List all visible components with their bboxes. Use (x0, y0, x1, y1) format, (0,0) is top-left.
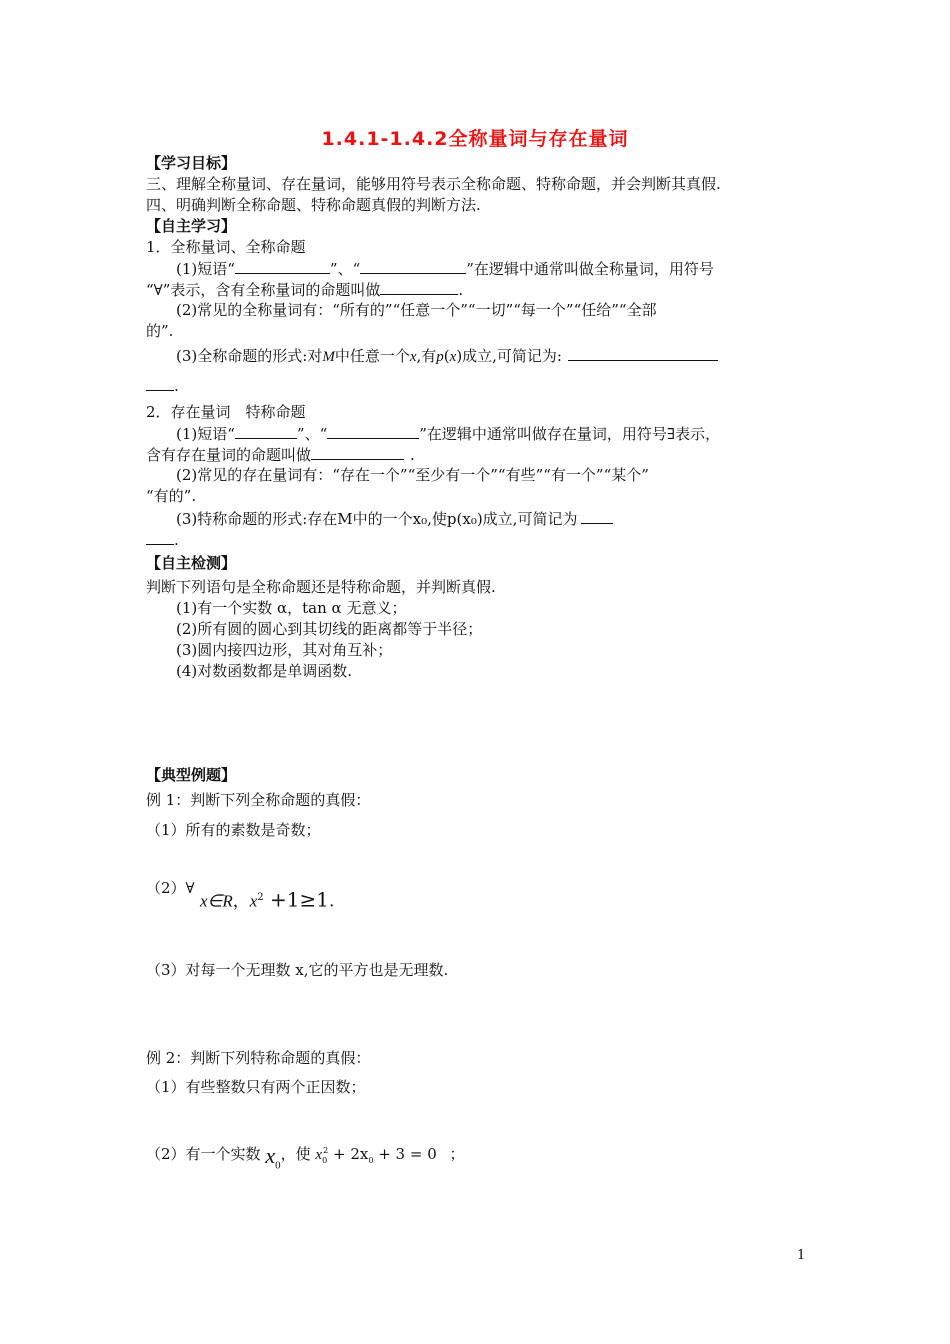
list-item: (3)圆内接四边形，其对角互补； (176, 641, 393, 659)
example-1-item-1: （1）所有的素数是奇数； (146, 821, 321, 839)
s2-paragraph-1-cont (146, 444, 415, 465)
fill-blank[interactable] (568, 345, 718, 361)
s2-paragraph-2: (2)常见的存在量词有：“存在一个”“至少有一个”“有些”“有一个”“某个” (176, 466, 649, 484)
self-check-intro: 判断下列语句是全称命题还是特称命题，并判断真假. (146, 578, 496, 596)
math-symbol: p (436, 349, 444, 365)
math-symbol: x (449, 349, 457, 365)
example-2-intro: 例 2：判断下列特称命题的真假： (146, 1049, 371, 1067)
math-text: x (249, 891, 258, 911)
fill-blank[interactable] (380, 279, 458, 295)
goal-item-1: 三、理解全称量词、存在量词，能够用符号表示全称命题、特称命题，并会判断其真假. (146, 175, 721, 193)
math-symbol: x (409, 349, 417, 365)
s1-paragraph-3 (176, 345, 718, 367)
list-item: (1)有一个实数 α，tan α 无意义； (176, 599, 407, 617)
fill-blank[interactable] (146, 375, 174, 391)
math-sub: 0 (368, 1156, 374, 1165)
fill-blank[interactable] (327, 423, 419, 439)
example-1-item-2-label: （2）∀ (146, 879, 195, 897)
text: )成立,可简记为: (456, 347, 562, 365)
list-item: (2)所有圆的圆心到其切线的距离都等于半径； (176, 620, 483, 638)
page-number: 1 (797, 1248, 806, 1263)
fill-blank[interactable] (360, 258, 466, 274)
text: (1)短语“ (176, 260, 235, 278)
math-sub: 0 (275, 1159, 281, 1172)
text: ，使 (280, 1145, 311, 1163)
s2-paragraph-1 (176, 423, 720, 444)
text: ( (443, 347, 450, 365)
math-text: + 2x (328, 1145, 369, 1163)
example-1-intro: 例 1：判断下列全称命题的真假： (146, 791, 371, 809)
page-title: 1.4.1-1.4.2全称量词与存在量词 (321, 128, 629, 150)
fill-blank[interactable] (235, 258, 330, 274)
example-1-item-2-formula (200, 888, 334, 912)
text: . (458, 281, 464, 299)
s1-paragraph-3-cont (146, 375, 179, 396)
text: ,有 (416, 347, 437, 365)
section-1-title: 1．全称量词、全称命题 (146, 238, 306, 256)
text: ； (449, 1145, 465, 1163)
s1-paragraph-2: (2)常见的全称量词有：“所有的”“任意一个”“一切”“每一个”“任给”“全部 (176, 301, 657, 319)
math-text: + 3 = 0 (373, 1145, 437, 1163)
math-sub: 0 (322, 1156, 328, 1165)
fill-blank[interactable] (311, 444, 404, 460)
text: . (174, 377, 179, 395)
math-text: x∈R (200, 891, 233, 911)
math-sup: 2 (323, 1146, 329, 1155)
example-2-item-1: （1）有些整数只有两个正因数； (146, 1078, 366, 1096)
fill-blank[interactable] (581, 508, 613, 524)
math-x0 (265, 1143, 281, 1172)
example-1-item-3: （3）对每一个无理数 x,它的平方也是无理数. (146, 961, 449, 979)
text: (1)短语“ (176, 425, 235, 443)
s2-paragraph-3 (176, 508, 613, 529)
math-symbol: M (322, 349, 335, 365)
goals-heading: 【学习目标】 (146, 154, 237, 172)
math-equation (315, 1145, 436, 1163)
text: . (410, 446, 415, 464)
text: 含有存在量词的命题叫做 (146, 446, 312, 464)
math-text: +1≥1 (263, 887, 329, 912)
s1-paragraph-1 (176, 258, 714, 279)
self-study-heading: 【自主学习】 (146, 217, 237, 235)
math-text: x (265, 1143, 276, 1168)
text: ”在逻辑中通常叫做全称量词，用符号 (466, 260, 714, 278)
text: “∀”表示，含有全称量词的命题叫做 (146, 281, 381, 299)
text: 中任意一个 (334, 347, 410, 365)
self-check-heading: 【自主检测】 (146, 554, 237, 572)
text: ”、“ (296, 425, 328, 443)
math-text: . (329, 891, 335, 912)
example-2-item-2 (146, 1141, 465, 1171)
list-item: (4)对数函数都是单调函数. (176, 662, 353, 680)
text: (3)全称命题的形式:对 (176, 347, 323, 365)
text: （2）有一个实数 (146, 1145, 261, 1163)
math-text: x (315, 1147, 323, 1163)
s1-paragraph-1-cont (146, 279, 463, 300)
text: ”在逻辑中通常叫做存在量词，用符号∃表示， (419, 425, 721, 443)
section-2-title: 2．存在量词 特称命题 (146, 403, 306, 421)
examples-heading: 【典型例题】 (146, 766, 237, 784)
text: (3)特称命题的形式:存在M中的一个x₀,使p(x₀)成立,可简记为 (176, 510, 578, 528)
goal-item-2: 四、明确判断全称命题、特称命题真假的判断方法. (146, 196, 481, 214)
fill-blank[interactable] (146, 529, 174, 545)
math-sup: 2 (257, 892, 264, 903)
math-text: ， (232, 891, 250, 912)
s2-paragraph-2-cont: “有的”. (146, 487, 197, 505)
text: ”、“ (329, 260, 361, 278)
text: . (174, 531, 179, 549)
fill-blank[interactable] (235, 423, 297, 439)
s1-paragraph-2-cont: 的”. (146, 322, 174, 340)
s2-paragraph-3-cont (146, 529, 179, 550)
